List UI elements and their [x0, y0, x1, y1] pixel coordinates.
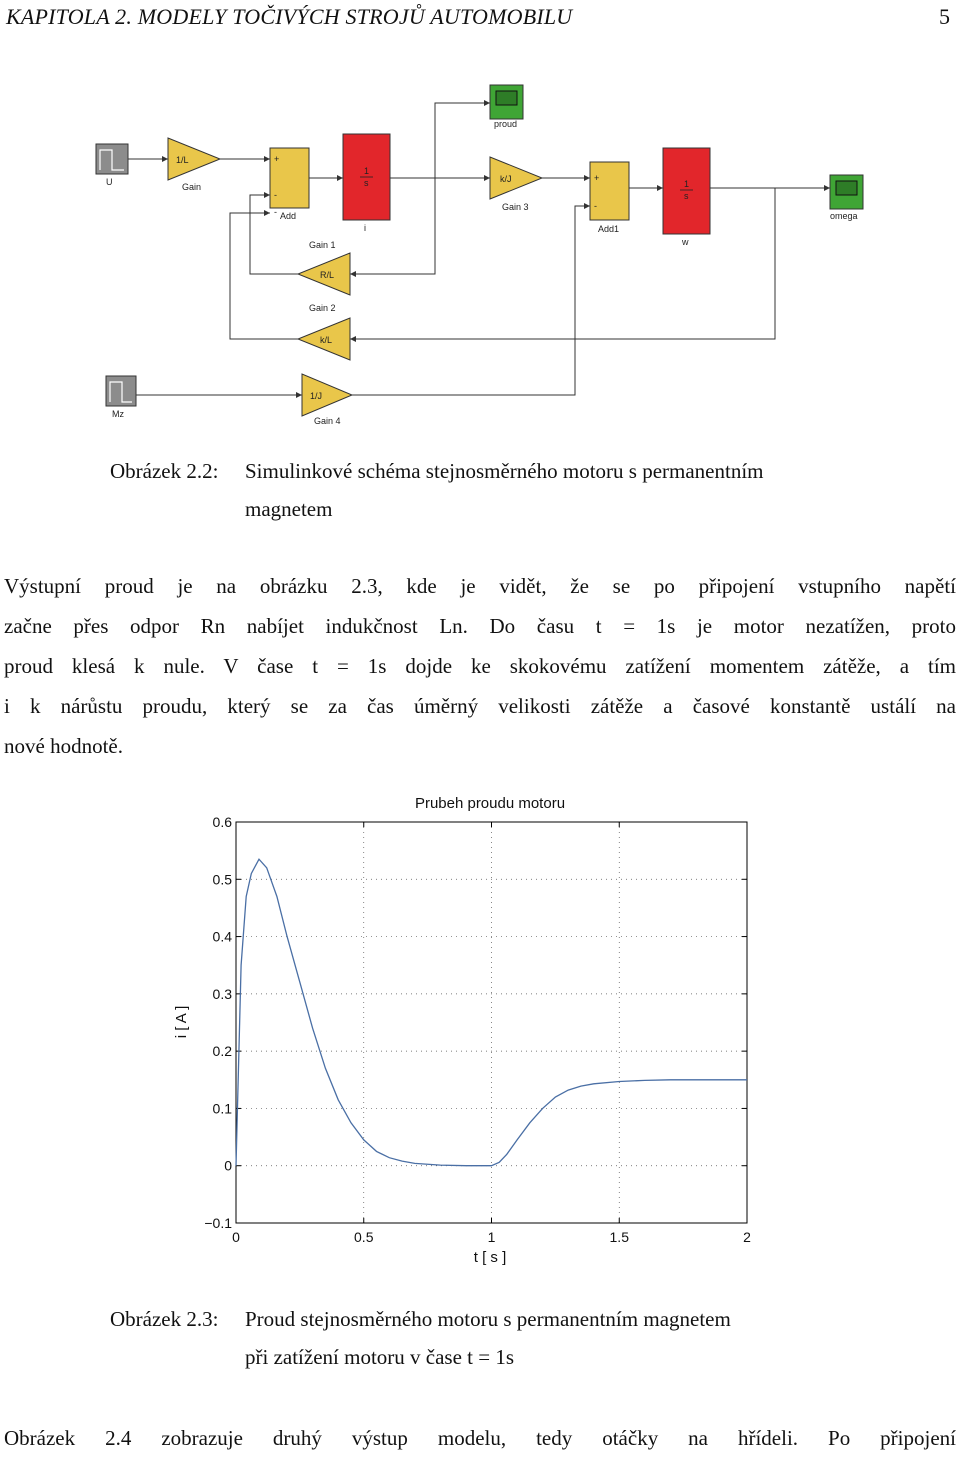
add-plus: +: [274, 154, 280, 164]
gain-4-block: [302, 374, 352, 426]
y-tick-label: 0.2: [212, 1043, 232, 1060]
integrator-w-den: s: [684, 191, 689, 201]
caption-line-1: Simulinkové schéma stejnosměrného motoru s permanentním: [245, 459, 764, 483]
step-source-u: [96, 144, 128, 187]
current-chart: [160, 786, 780, 1276]
chart-grid: [236, 822, 747, 1223]
y-tick-label: 0.4: [212, 928, 232, 945]
gain3-label: Gain 3: [502, 202, 529, 212]
integrator-i-num: 1: [364, 166, 370, 176]
add1-plus: +: [594, 173, 600, 183]
gain-3-block: [490, 157, 542, 212]
u-label: U: [106, 177, 113, 187]
gain1-label: Gain 1: [309, 240, 336, 250]
chart-title: Prubeh proudu motoru: [414, 795, 566, 812]
integrator-w-num: 1: [684, 179, 690, 189]
x-tick-label: 0.5: [354, 1229, 374, 1245]
add-label: Add: [280, 211, 297, 221]
y-axis-label: i [ A ]: [173, 1005, 190, 1039]
x-tick-label: 0: [232, 1229, 240, 1245]
gain-1l-symbol: 1/L: [176, 155, 189, 165]
gain-label: Gain: [182, 182, 202, 192]
step-source-mz: [106, 376, 136, 419]
gain4-symbol: 1/J: [310, 391, 323, 401]
chapter-title: KAPITOLA 2. MODELY TOČIVÝCH STROJŮ AUTOMOBILU: [6, 4, 573, 29]
caption-line-1: Proud stejnosměrného motoru s permanentním magnetem: [245, 1307, 731, 1331]
integrator-i-block: [343, 134, 390, 233]
caption-label: Obrázek 2.2:: [110, 459, 219, 483]
paragraph-line: Výstupní proud je na obrázku 2.3, kde je vidět, že se po připojení vstupního napětí: [4, 574, 956, 598]
integrator-w-block: [663, 148, 710, 247]
paragraph-line: začne přes odpor Rn nabíjet indukčnost Ln. Do času t = 1s je motor nezatížen, proto: [4, 614, 956, 638]
proud-label: proud: [494, 119, 518, 129]
paragraph-line: nové hodnotě.: [4, 734, 123, 758]
integrator-i-den: s: [364, 178, 369, 188]
page-header: [6, 4, 950, 34]
paragraph-line: Obrázek 2.4 zobrazuje druhý výstup modelu, tedy otáčky na hřídeli. Po připojení: [4, 1426, 956, 1450]
x-tick-labels: [232, 1229, 751, 1245]
integrator-i-label: i: [364, 223, 366, 233]
gain2-label: Gain 2: [309, 303, 336, 313]
caption-line-2: magnetem: [245, 497, 333, 521]
add1-minus: -: [594, 201, 597, 211]
y-tick-label: 0.6: [212, 814, 232, 830]
y-tick-labels: [204, 814, 232, 1231]
scope-omega: [830, 175, 863, 221]
gain3-symbol: k/J: [500, 174, 512, 184]
add-block: [270, 148, 309, 221]
y-tick-label: 0.5: [212, 871, 232, 888]
add-minus-1: -: [274, 190, 277, 200]
gain-1-over-l-block: [168, 138, 220, 192]
y-tick-label: 0.1: [212, 1100, 232, 1117]
add-minus-2: -: [274, 207, 277, 217]
y-tick-label: 0: [224, 1157, 232, 1174]
simulink-diagram: [90, 78, 880, 438]
figure-2-3-caption: [110, 1300, 870, 1380]
caption-line-2: při zatížení motoru v čase t = 1s: [245, 1345, 515, 1369]
gain-1-block: [298, 240, 350, 295]
add1-block: [590, 162, 629, 234]
omega-label: omega: [830, 211, 858, 221]
y-tick-label: −0.1: [204, 1215, 232, 1231]
gain4-label: Gain 4: [314, 416, 341, 426]
paragraph-line: proud klesá k nule. V čase t = 1s dojde ke skokovému zatížení momentem zátěže, a tím: [4, 654, 956, 678]
caption-label: Obrázek 2.3:: [110, 1307, 219, 1331]
x-tick-label: 1: [487, 1229, 496, 1245]
x-tick-label: 2: [743, 1229, 751, 1245]
gain1-symbol: R/L: [320, 270, 335, 280]
body-paragraph-1: [4, 566, 956, 766]
mz-label: Mz: [112, 409, 124, 419]
gain2-symbol: k/L: [320, 335, 333, 345]
body-paragraph-2: [4, 1418, 956, 1458]
page-number: 5: [939, 4, 950, 29]
gain-2-block: [298, 303, 350, 360]
x-tick-label: 1.5: [609, 1229, 629, 1245]
x-axis-label: t [ s ]: [473, 1249, 507, 1266]
figure-2-2-caption: [110, 452, 870, 532]
add1-label: Add1: [598, 224, 620, 234]
integrator-w-label: w: [682, 237, 689, 247]
paragraph-line: i k nárůstu proudu, který se za čas úměrný velikosti zátěže a časové konstantě ustálí na: [4, 694, 956, 718]
scope-proud: [490, 85, 523, 129]
y-tick-label: 0.3: [212, 985, 232, 1002]
